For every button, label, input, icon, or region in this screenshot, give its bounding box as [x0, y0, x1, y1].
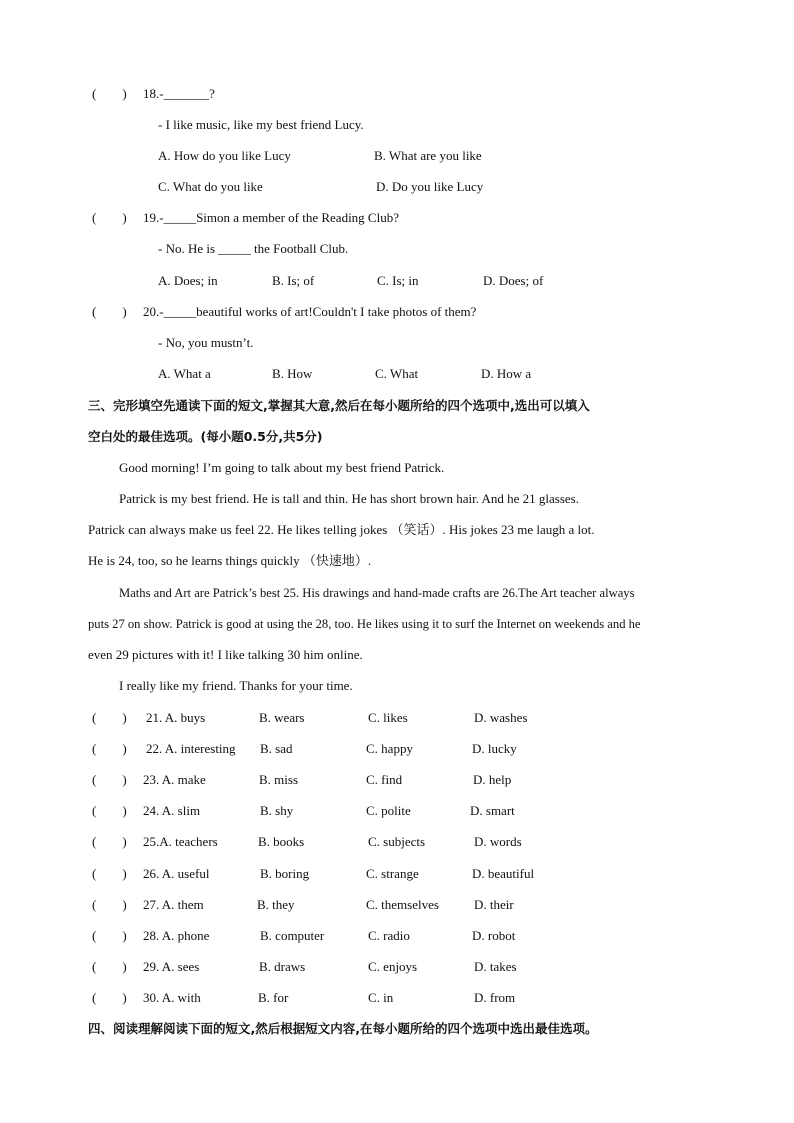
- option-b: B. they: [257, 897, 295, 912]
- option-c: C. likes: [368, 710, 408, 725]
- option-c: C. radio: [368, 928, 410, 943]
- option-d: D. lucky: [472, 741, 517, 756]
- option-a: 26. A. useful: [143, 866, 210, 881]
- option-d: D. How a: [481, 366, 532, 381]
- option-b: B. wears: [259, 710, 305, 725]
- answer-blank: ( ): [92, 304, 127, 319]
- option-c: C. Is; in: [377, 273, 419, 288]
- option-d: D. smart: [470, 803, 515, 818]
- option-d: D. words: [474, 834, 522, 849]
- question-stem: 19.-_____Simon a member of the Reading Club?: [143, 210, 399, 225]
- option-b: B. What are you like: [374, 148, 482, 163]
- dialogue-reply: - No, you mustn’t.: [158, 335, 254, 350]
- option-c: C. enjoys: [368, 959, 418, 974]
- option-d: D. takes: [474, 959, 517, 974]
- option-b: B. How: [272, 366, 313, 381]
- option-d: D. beautiful: [472, 866, 535, 881]
- answer-blank: ( ): [92, 990, 127, 1005]
- option-d: D. from: [474, 990, 516, 1005]
- passage-line: puts 27 on show. Patrick is good at using the 28, too. He likes using it to surf the Internet on weekends and he: [88, 617, 641, 631]
- dialogue-reply: - I like music, like my best friend Lucy.: [158, 117, 364, 132]
- option-a: 30. A. with: [143, 990, 201, 1005]
- option-b: B. for: [258, 990, 289, 1005]
- question-stem: 20.-_____beautiful works of art!Couldn't I take photos of them?: [143, 304, 477, 319]
- option-a: A. Does; in: [158, 273, 218, 288]
- answer-blank: ( ): [92, 834, 127, 849]
- passage-line: I really like my friend. Thanks for your time.: [119, 678, 353, 693]
- option-d: D. Do you like Lucy: [376, 179, 484, 194]
- option-a: 23. A. make: [143, 772, 206, 787]
- option-a: 22. A. interesting: [146, 741, 236, 756]
- option-c: C. subjects: [368, 834, 426, 849]
- option-b: B. Is; of: [272, 273, 315, 288]
- option-a: 21. A. buys: [146, 710, 206, 725]
- option-c: C. strange: [366, 866, 419, 881]
- option-b: B. sad: [260, 741, 293, 756]
- answer-blank: ( ): [92, 741, 127, 756]
- option-c: C. What do you like: [158, 179, 263, 194]
- option-b: B. computer: [260, 928, 325, 943]
- answer-blank: ( ): [92, 86, 127, 101]
- answer-blank: ( ): [92, 897, 127, 912]
- option-d: D. help: [473, 772, 512, 787]
- option-d: D. robot: [472, 928, 516, 943]
- option-b: B. shy: [260, 803, 294, 818]
- option-c: C. themselves: [366, 897, 439, 912]
- option-b: B. books: [258, 834, 305, 849]
- section-4-heading: 四、阅读理解阅读下面的短文,然后根据短文内容,在每小题所给的四个选项中选出最佳选项。: [88, 1021, 598, 1036]
- option-d: D. their: [474, 897, 514, 912]
- option-c: C. polite: [366, 803, 411, 818]
- passage-line: even 29 pictures with it! I like talking 30 him online.: [88, 647, 363, 662]
- option-d: D. Does; of: [483, 273, 544, 288]
- option-a: 24. A. slim: [143, 803, 201, 818]
- dialogue-reply: - No. He is _____ the Football Club.: [158, 241, 349, 256]
- passage-line: Patrick can always make us feel 22. He likes telling jokes （笑话）. His jokes 23 me laugh a lot.: [88, 522, 595, 537]
- answer-blank: ( ): [92, 772, 127, 787]
- option-a: A. How do you like Lucy: [158, 148, 291, 163]
- option-b: B. boring: [260, 866, 310, 881]
- section-3-heading-cont: 空白处的最佳选项。(每小题0.5分,共5分): [88, 429, 323, 444]
- option-c: C. What: [375, 366, 419, 381]
- passage-line: Good morning! I’m going to talk about my best friend Patrick.: [119, 460, 445, 475]
- option-d: D. washes: [474, 710, 528, 725]
- option-c: C. find: [366, 772, 403, 787]
- passage-line: Patrick is my best friend. He is tall and thin. He has short brown hair. And he 21 glasses.: [119, 491, 579, 506]
- question-stem: 18.-_______?: [143, 86, 215, 101]
- answer-blank: ( ): [92, 803, 127, 818]
- passage-line: He is 24, too, so he learns things quickly （快速地）.: [88, 553, 372, 568]
- answer-blank: ( ): [92, 710, 127, 725]
- answer-blank: ( ): [92, 866, 127, 881]
- option-b: B. miss: [259, 772, 299, 787]
- option-a: 29. A. sees: [143, 959, 200, 974]
- answer-blank: ( ): [92, 959, 127, 974]
- passage-line: Maths and Art are Patrick’s best 25. His drawings and hand-made crafts are 26.The Art teacher always: [119, 586, 635, 600]
- option-a: 28. A. phone: [143, 928, 210, 943]
- option-b: B. draws: [259, 959, 306, 974]
- answer-blank: ( ): [92, 210, 127, 225]
- answer-blank: ( ): [92, 928, 127, 943]
- option-c: C. happy: [366, 741, 413, 756]
- option-a: 25.A. teachers: [143, 834, 218, 849]
- option-c: C. in: [368, 990, 394, 1005]
- section-3-heading: 三、完形填空先通读下面的短文,掌握其大意,然后在每小题所给的四个选项中,选出可以填入: [88, 398, 590, 413]
- option-a: A. What a: [158, 366, 211, 381]
- option-a: 27. A. them: [143, 897, 204, 912]
